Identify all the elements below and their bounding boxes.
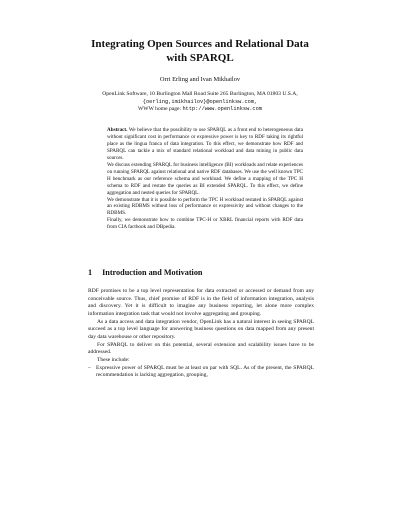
homepage-label: WWW home page: <box>138 106 182 113</box>
section-heading <box>88 268 202 278</box>
section-title: Introduction and Motivation <box>102 268 203 277</box>
list-item-text: Expressive power of SPARQL must be at least on par with SQL. As of the present, the SPARQL recommendation is lacking aggregation, grouping, <box>96 364 314 379</box>
abstract-p1-text: We believe that the possibility to use SPARQL as a front end to heterogeneous data without significant cost in performance or expressive power is key to RDF taking its rightful place as the lingua franca of data integration. To this effect, we demonstrate how RDF and SPARQL can tackle a mix of standard relational workload and data mining in public data sources. <box>107 127 303 161</box>
body-paragraph-4: These include: <box>97 356 130 363</box>
abstract-label: Abstract. <box>107 127 128 133</box>
title-line-2: with SPARQL <box>166 52 234 64</box>
list-bullet: – <box>88 364 91 371</box>
abstract-paragraph-4: Finally, we demonstrate how to combine TPC-H or XBRL financial reports with RDF data from CIA factbook and DBpedia. <box>107 217 303 231</box>
body-paragraph-1: RDF promises to be a top level representation for data extracted or accessed or demand from any conceivable source. Thus, chief promise of RDF is in the field of information integration, analysis and discovery. Yet it is difficult to imagine any business reporting, let alone more complex information integration task that would not involve aggregating and grouping. <box>88 288 314 317</box>
abstract-paragraph-1 <box>107 127 303 162</box>
authors: Orri Erling and Ivan Mikhailov <box>159 76 241 83</box>
abstract-paragraph-2: We discuss extending SPARQL for business intelligence (BI) workloads and relate experiences on running SPARQL against relational and native RDF databases. We use the well known TPC H benchmark as our reference schema and workload. We define a mapping of the TPC H schema to RDF and restate the queries as BI extended SPARQL. To this effect, we define aggregation and nested queries for SPARQL. <box>107 161 303 196</box>
section-number: 1 <box>88 268 93 277</box>
body-paragraph-2: As a data access and data integration vendor, OpenLink has a natural interest in seeing SPARQL succeed as a top level language for answering business questions on data mapped from any present day data warehouse or other repository. <box>88 318 314 340</box>
affiliation: OpenLink Software, 10 Burlington Mall Road Suite 265 Burlington, MA 01803 U.S.A, <box>102 91 298 97</box>
section-body <box>88 288 314 380</box>
abstract-paragraph-3: We demonstrate that it is possible to perform the TPC H workload restated in SPARQL against an existing RDBMS without loss of performance or expressivity and without changes to the RDBMS. <box>107 196 303 217</box>
homepage-url: http://www.openlinksw.com <box>182 106 262 113</box>
abstract <box>107 127 303 231</box>
body-paragraph-3: For SPARQL to deliver on this potential, several extension and scalability issues have to be addressed. <box>88 341 314 356</box>
requirements-list <box>88 365 314 380</box>
paper-title <box>60 37 340 65</box>
homepage-line <box>30 106 370 114</box>
affiliation-block <box>30 91 370 114</box>
list-item <box>88 365 314 380</box>
author-emails: {oerling,imikhailov}@openlinksw.com, <box>142 98 258 105</box>
title-line-1: Integrating Open Sources and Relational Data <box>91 38 309 50</box>
